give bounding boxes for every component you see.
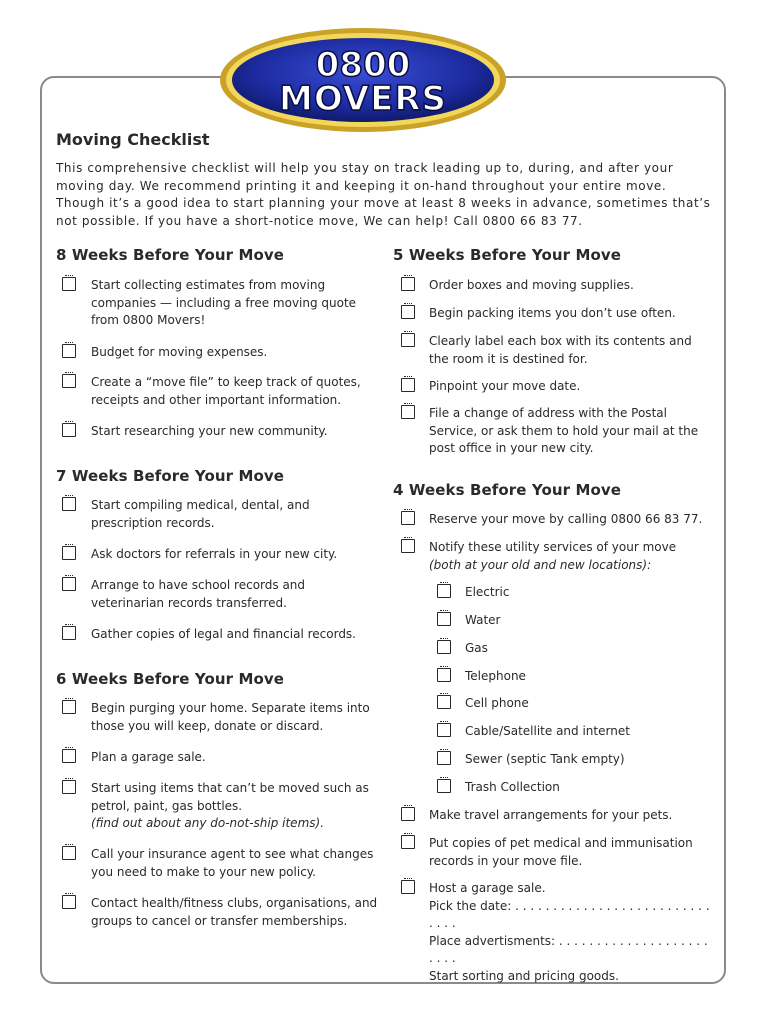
task-item [429, 539, 714, 574]
task-item: Create a “move file” to keep track of quotes, receipts and other important information. [91, 375, 361, 407]
task-item [91, 780, 381, 833]
checkbox[interactable] [62, 626, 76, 640]
intro-paragraph: This comprehensive checklist will help you stay on track leading up to, during, and after your moving day. We recommend printing it and keeping it on-hand throughout your entire move. Though it’s a good idea to start planning your move at least 8 weeks in advance, sometimes that’s not possible. If you have a short-notice move, We can help! Call 0800 66 83 77. [56, 161, 711, 228]
checkbox[interactable] [62, 780, 76, 794]
place-ads-line: Place advertisments: . . . . . . . . . . . . . . . . . . . . . . . . [429, 933, 708, 965]
task-item-text: Notify these utility services of your move [429, 540, 677, 554]
task-item: Start collecting estimates from moving companies — including a free moving quote from 0800 Movers! [91, 278, 357, 327]
checkbox[interactable] [401, 539, 415, 553]
utility-item: Telephone [465, 669, 526, 683]
section-title-7-weeks: 7 Weeks Before Your Move [56, 467, 285, 485]
utility-item: Cell phone [465, 696, 529, 710]
utility-item: Trash Collection [465, 780, 560, 794]
task-item: Call your insurance agent to see what changes you need to make to your new policy. [91, 847, 374, 879]
task-item-text: Start using items that can’t be moved such as petrol, paint, gas bottles. [91, 781, 369, 813]
task-item: File a change of address with the Postal Service, or ask them to hold your mail at the post office in your new city. [429, 406, 699, 455]
checkbox[interactable] [62, 700, 76, 714]
logo-line-1: 0800 [315, 45, 411, 85]
task-item: Start researching your new community. [91, 424, 328, 438]
task-item: Start compiling medical, dental, and prescription records. [91, 498, 310, 530]
checkbox[interactable] [401, 277, 415, 291]
checkbox[interactable] [401, 835, 415, 849]
section-title-6-weeks: 6 Weeks Before Your Move [56, 670, 285, 688]
checkbox[interactable] [62, 749, 76, 763]
utility-item: Electric [465, 585, 510, 599]
checkbox[interactable] [401, 511, 415, 525]
task-item: Begin packing items you don’t use often. [429, 306, 676, 320]
checkbox[interactable] [62, 344, 76, 358]
task-item: Budget for moving expenses. [91, 345, 268, 359]
checkbox[interactable] [437, 779, 451, 793]
task-item: Pinpoint your move date. [429, 379, 581, 393]
task-item: Gather copies of legal and financial records. [91, 627, 356, 641]
task-item: Make travel arrangements for your pets. [429, 808, 673, 822]
checkbox[interactable] [62, 577, 76, 591]
checkbox[interactable] [401, 807, 415, 821]
checkbox[interactable] [401, 405, 415, 419]
page-title: Moving Checklist [56, 130, 210, 149]
checkbox[interactable] [401, 880, 415, 894]
utility-item: Water [465, 613, 501, 627]
task-item: Contact health/fitness clubs, organisations, and groups to cancel or transfer memberships. [91, 896, 378, 928]
task-item [429, 880, 714, 985]
checkbox[interactable] [437, 751, 451, 765]
checkbox[interactable] [437, 723, 451, 737]
utility-item: Cable/Satellite and internet [465, 724, 630, 738]
section-title-4-weeks: 4 Weeks Before Your Move [393, 481, 622, 499]
task-item: Put copies of pet medical and immunisation records in your move file. [429, 836, 693, 868]
section-title-8-weeks: 8 Weeks Before Your Move [56, 246, 285, 264]
checkbox[interactable] [62, 895, 76, 909]
checkbox[interactable] [401, 378, 415, 392]
checkbox[interactable] [437, 695, 451, 709]
checkbox[interactable] [62, 277, 76, 291]
checkbox[interactable] [401, 333, 415, 347]
checkbox[interactable] [437, 584, 451, 598]
utility-item: Sewer (septic Tank empty) [465, 752, 625, 766]
checkbox[interactable] [401, 305, 415, 319]
sorting-line: Start sorting and pricing goods. [429, 968, 619, 983]
checkbox[interactable] [437, 640, 451, 654]
task-item: Plan a garage sale. [91, 750, 206, 764]
checkbox[interactable] [62, 423, 76, 437]
task-item: Begin purging your home. Separate items into those you will keep, donate or discard. [91, 701, 370, 733]
company-logo [218, 26, 508, 134]
task-item-note: (both at your old and new locations): [429, 557, 652, 572]
pick-date-line: Pick the date: . . . . . . . . . . . . . . . . . . . . . . . . . . . . . . [429, 898, 710, 930]
checkbox[interactable] [62, 546, 76, 560]
task-item: Order boxes and moving supplies. [429, 278, 634, 292]
section-title-5-weeks: 5 Weeks Before Your Move [393, 246, 622, 264]
checkbox[interactable] [62, 497, 76, 511]
task-item-text: Host a garage sale. [429, 881, 546, 895]
task-item: Ask doctors for referrals in your new city. [91, 547, 338, 561]
task-item: Reserve your move by calling 0800 66 83 77. [429, 512, 703, 526]
task-item: Clearly label each box with its contents and the room it is destined for. [429, 334, 692, 366]
utility-item: Gas [465, 641, 488, 655]
logo-line-2: MOVERS [278, 79, 448, 119]
task-item-note: (find out about any do-not-ship items). [91, 816, 325, 830]
checkbox[interactable] [62, 374, 76, 388]
task-item: Arrange to have school records and veterinarian records transferred. [91, 578, 306, 610]
checkbox[interactable] [62, 846, 76, 860]
checkbox[interactable] [437, 668, 451, 682]
checkbox[interactable] [437, 612, 451, 626]
